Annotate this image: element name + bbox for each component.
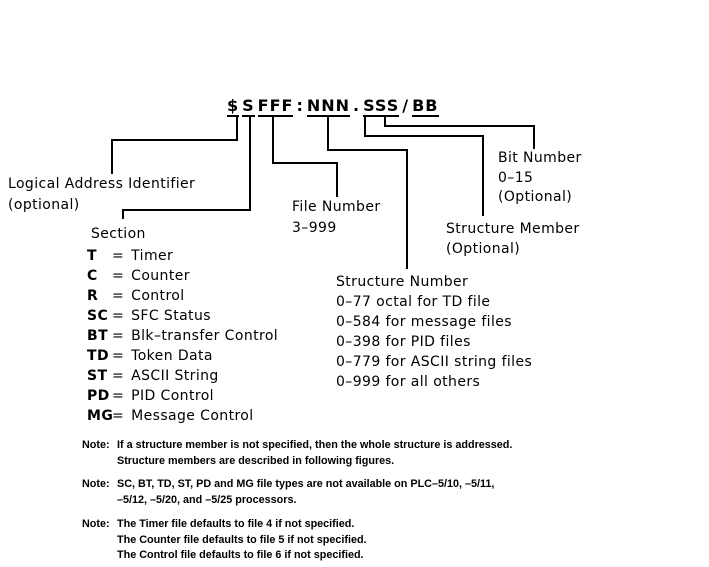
bit-number-line2: 0–15 — [498, 169, 534, 186]
equals-sign: = — [112, 248, 125, 264]
section-value: PID Control — [131, 388, 214, 404]
bit-number-line1: Bit Number — [498, 150, 582, 166]
section-code: TD — [87, 348, 109, 364]
note-label: Note: — [82, 517, 110, 530]
title-segment-number: NNN — [306, 96, 351, 115]
bit-number-line3: (Optional) — [498, 189, 573, 205]
section-item-message-control — [87, 406, 278, 426]
connector-file-number-horizontal — [272, 162, 338, 164]
section-value: SFC Status — [131, 308, 211, 324]
equals-sign: = — [112, 328, 125, 344]
section-item-token-data — [87, 346, 278, 366]
section-value: Timer — [131, 248, 174, 264]
section-value: Blk–transfer Control — [131, 328, 279, 344]
connector-logical-address-tick — [236, 117, 238, 141]
connector-bit-number-drop — [533, 125, 535, 149]
section-item-sfc-status — [87, 306, 278, 326]
structure-number-range-message: 0–584 for message files — [336, 314, 512, 330]
equals-sign: = — [112, 388, 125, 404]
title-separator-slash: / — [402, 96, 410, 115]
equals-sign: = — [112, 308, 125, 324]
section-item-ascii-string — [87, 366, 278, 386]
equals-sign: = — [112, 408, 125, 424]
section-item-control — [87, 286, 278, 306]
section-item-timer — [87, 246, 278, 266]
equals-sign: = — [112, 368, 125, 384]
connector-file-number-tick — [272, 117, 274, 164]
section-code: PD — [87, 388, 110, 404]
section-code: R — [87, 288, 99, 304]
connector-structure-number-tick — [327, 117, 329, 151]
section-code: SC — [87, 308, 109, 324]
equals-sign: = — [112, 268, 125, 284]
note-label: Note: — [82, 439, 110, 451]
connector-logical-address-horizontal — [111, 139, 238, 141]
connector-section-tick — [249, 117, 251, 211]
structure-member-label — [446, 219, 580, 259]
note-line: The Control file defaults to file 6 if not specified. — [117, 549, 364, 562]
structure-number-range-ascii: 0–779 for ASCII string files — [336, 354, 533, 370]
logical-address-line2: (optional) — [8, 197, 80, 213]
connector-structure-number-drop — [406, 149, 408, 269]
section-code: T — [87, 248, 97, 264]
file-number-line1: File Number — [292, 199, 381, 215]
note-line: SC, BT, TD, ST, PD and MG file types are not available on PLC–5/10, –5/11, — [117, 478, 495, 491]
bit-number-label — [498, 149, 582, 208]
section-item-blk-transfer — [87, 326, 278, 346]
structure-number-range-td: 0–77 octal for TD file — [336, 294, 491, 310]
note-file-defaults — [82, 517, 662, 564]
equals-sign: = — [112, 348, 125, 364]
section-code-list — [87, 246, 278, 426]
title-segment-identifier: $ — [227, 96, 240, 115]
note-label: Note: — [82, 478, 110, 491]
structure-number-title: Structure Number — [336, 274, 469, 290]
note-line: The Timer file defaults to file 4 if not specified. — [117, 517, 355, 530]
connector-structure-member-drop — [482, 135, 484, 216]
section-label: Section — [91, 226, 146, 242]
note-line: –5/12, –5/20, and –5/25 processors. — [117, 494, 297, 507]
connector-file-number-drop — [336, 162, 338, 197]
connector-structure-member-tick — [364, 117, 366, 137]
file-number-line2: 3–999 — [292, 220, 337, 236]
section-item-pid-control — [87, 386, 278, 406]
logical-address-line1: Logical Address Identifier — [8, 176, 196, 192]
note-line: Structure members are described in following figures. — [117, 454, 395, 467]
logical-address-label — [8, 174, 195, 216]
section-item-counter — [87, 266, 278, 286]
section-value: ASCII String — [131, 368, 219, 384]
connector-logical-address-drop — [111, 139, 113, 174]
title-segment-file: FFF — [257, 96, 294, 115]
structure-number-label — [336, 272, 532, 392]
note-structure-member — [82, 438, 662, 469]
section-code: C — [87, 268, 98, 284]
section-code: BT — [87, 328, 109, 344]
title-separator-colon: : — [296, 96, 304, 115]
section-value: Control — [131, 288, 185, 304]
section-value: Counter — [131, 268, 190, 284]
title-separator-dot: . — [353, 96, 361, 115]
section-code: ST — [87, 368, 108, 384]
structure-member-line2: (Optional) — [446, 241, 521, 257]
notes-block — [82, 438, 662, 567]
structure-member-line1: Structure Member — [446, 221, 580, 237]
title-segment-bit: BB — [412, 96, 439, 115]
structure-number-range-others: 0–999 for all others — [336, 374, 481, 390]
section-value: Message Control — [131, 408, 254, 424]
connector-structure-member-horizontal — [364, 135, 484, 137]
address-format-title — [227, 96, 442, 117]
note-file-type-availability — [82, 477, 662, 508]
connector-bit-number-horizontal — [384, 125, 535, 127]
section-code: MG — [87, 408, 114, 424]
note-line: The Counter file defaults to file 5 if not specified. — [117, 533, 367, 546]
note-line: If a structure member is not specified, then the whole structure is addressed. — [117, 439, 513, 451]
file-number-label — [292, 197, 381, 239]
title-segment-structure: SSS — [363, 96, 400, 115]
equals-sign: = — [112, 288, 125, 304]
connector-structure-number-horizontal — [327, 149, 408, 151]
title-segment-section: S — [242, 96, 255, 115]
structure-number-range-pid: 0–398 for PID files — [336, 334, 471, 350]
section-value: Token Data — [131, 348, 213, 364]
